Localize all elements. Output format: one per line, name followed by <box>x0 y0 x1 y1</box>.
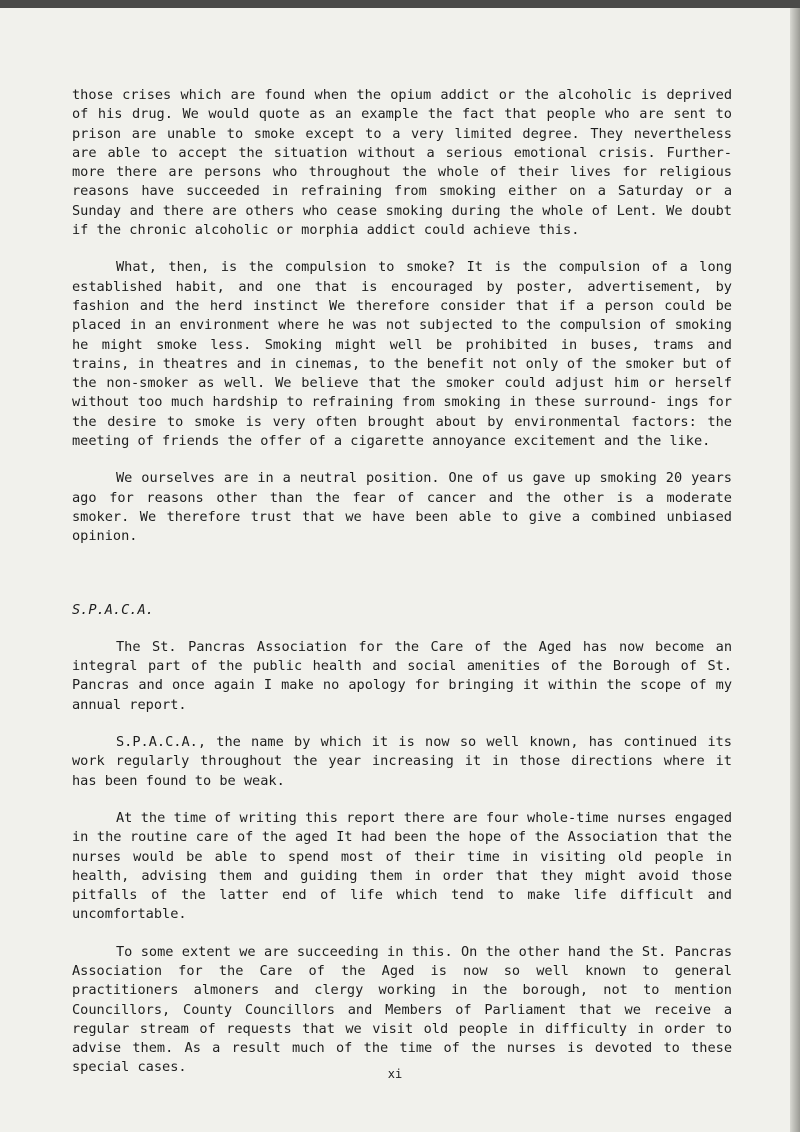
section-heading: S.P.A.C.A. <box>72 601 154 618</box>
paragraph-requests: To some extent we are succeeding in this. On the other hand the St. Pancras Association for the Care of the Aged is now so well known to general practitioners almoners and clergy working in the borough, not to mention Councillors, County Councillors and Members of Parliament that we receive a regular stream of requests that we visit old people in difficulty in order to advise them. As a result much of the time of the nurses is devoted to these special cases. <box>72 943 732 1076</box>
paragraph-neutral-position: We ourselves are in a neutral position. One of us gave up smoking 20 years ago for reasons other than the fear of cancer and the other is a moderate smoker. We therefore trust that we have been able to give a combined unbiased opinion. <box>72 470 732 545</box>
paragraph-spaca-work: S.P.A.C.A., the name by which it is now so well known, has continued its work regularly throughout the year increasing it in those directions where it has been found to be weak. <box>72 734 732 789</box>
paragraph-association: The St. Pancras Association for the Care of the Aged has now become an integral part of the public health and social amenities of the Borough of St. Pancras and once again I make no apology for bringing it within the scope of my annual report. <box>72 638 732 713</box>
page-number: xi <box>387 1067 403 1081</box>
paragraph-compulsion: What, then, is the compulsion to smoke? It is the compulsion of a long established habit, and one that is encouraged by poster, advertisement, by fashion and the herd instinct We therefore consider that if a person could be placed in an environment where he was not subjected to the compulsion of smoking he might smoke less. Smoking might well be prohibited in buses, trams and trains, in theatres and in cinemas, to the benefit not only of the smoker but of the non-smoker as well. We believe that the smoker could adjust him or herself without too much hardship to refraining from smoking in these surround- ings for the desire to smoke is very often brought about by environmental factors: the meeting of friends the offer of a cigarette annoyance excitement and the like. <box>72 259 732 450</box>
scan-top-border <box>0 0 800 8</box>
paragraph-continuation: those crises which are found when the opium addict or the alcoholic is deprived of his drug. We would quote as an example the fact that people who are sent to prison are unable to smoke except to a very limited degree. They nevertheless are able to accept the situation without a serious emotional crisis. Further- more there are persons who throughout the whole of their lives for religious reasons have succeeded in refraining from smoking either on a Saturday or a Sunday and there are others who cease smoking during the whole of Lent. We doubt if the chronic alcoholic or morphia addict could achieve this. <box>72 87 732 239</box>
paragraph-nurses: At the time of writing this report there are four whole-time nurses engaged in the routine care of the aged It had been the hope of the Association that the nurses would be able to spend most of their time in visiting old people in health, advising them and guiding them in order that they might avoid those pitfalls of the latter end of life which tend to make life difficult and uncomfortable. <box>72 809 732 923</box>
document-page <box>0 8 790 1132</box>
scan-right-edge <box>790 8 800 1132</box>
body-text <box>72 86 732 1078</box>
